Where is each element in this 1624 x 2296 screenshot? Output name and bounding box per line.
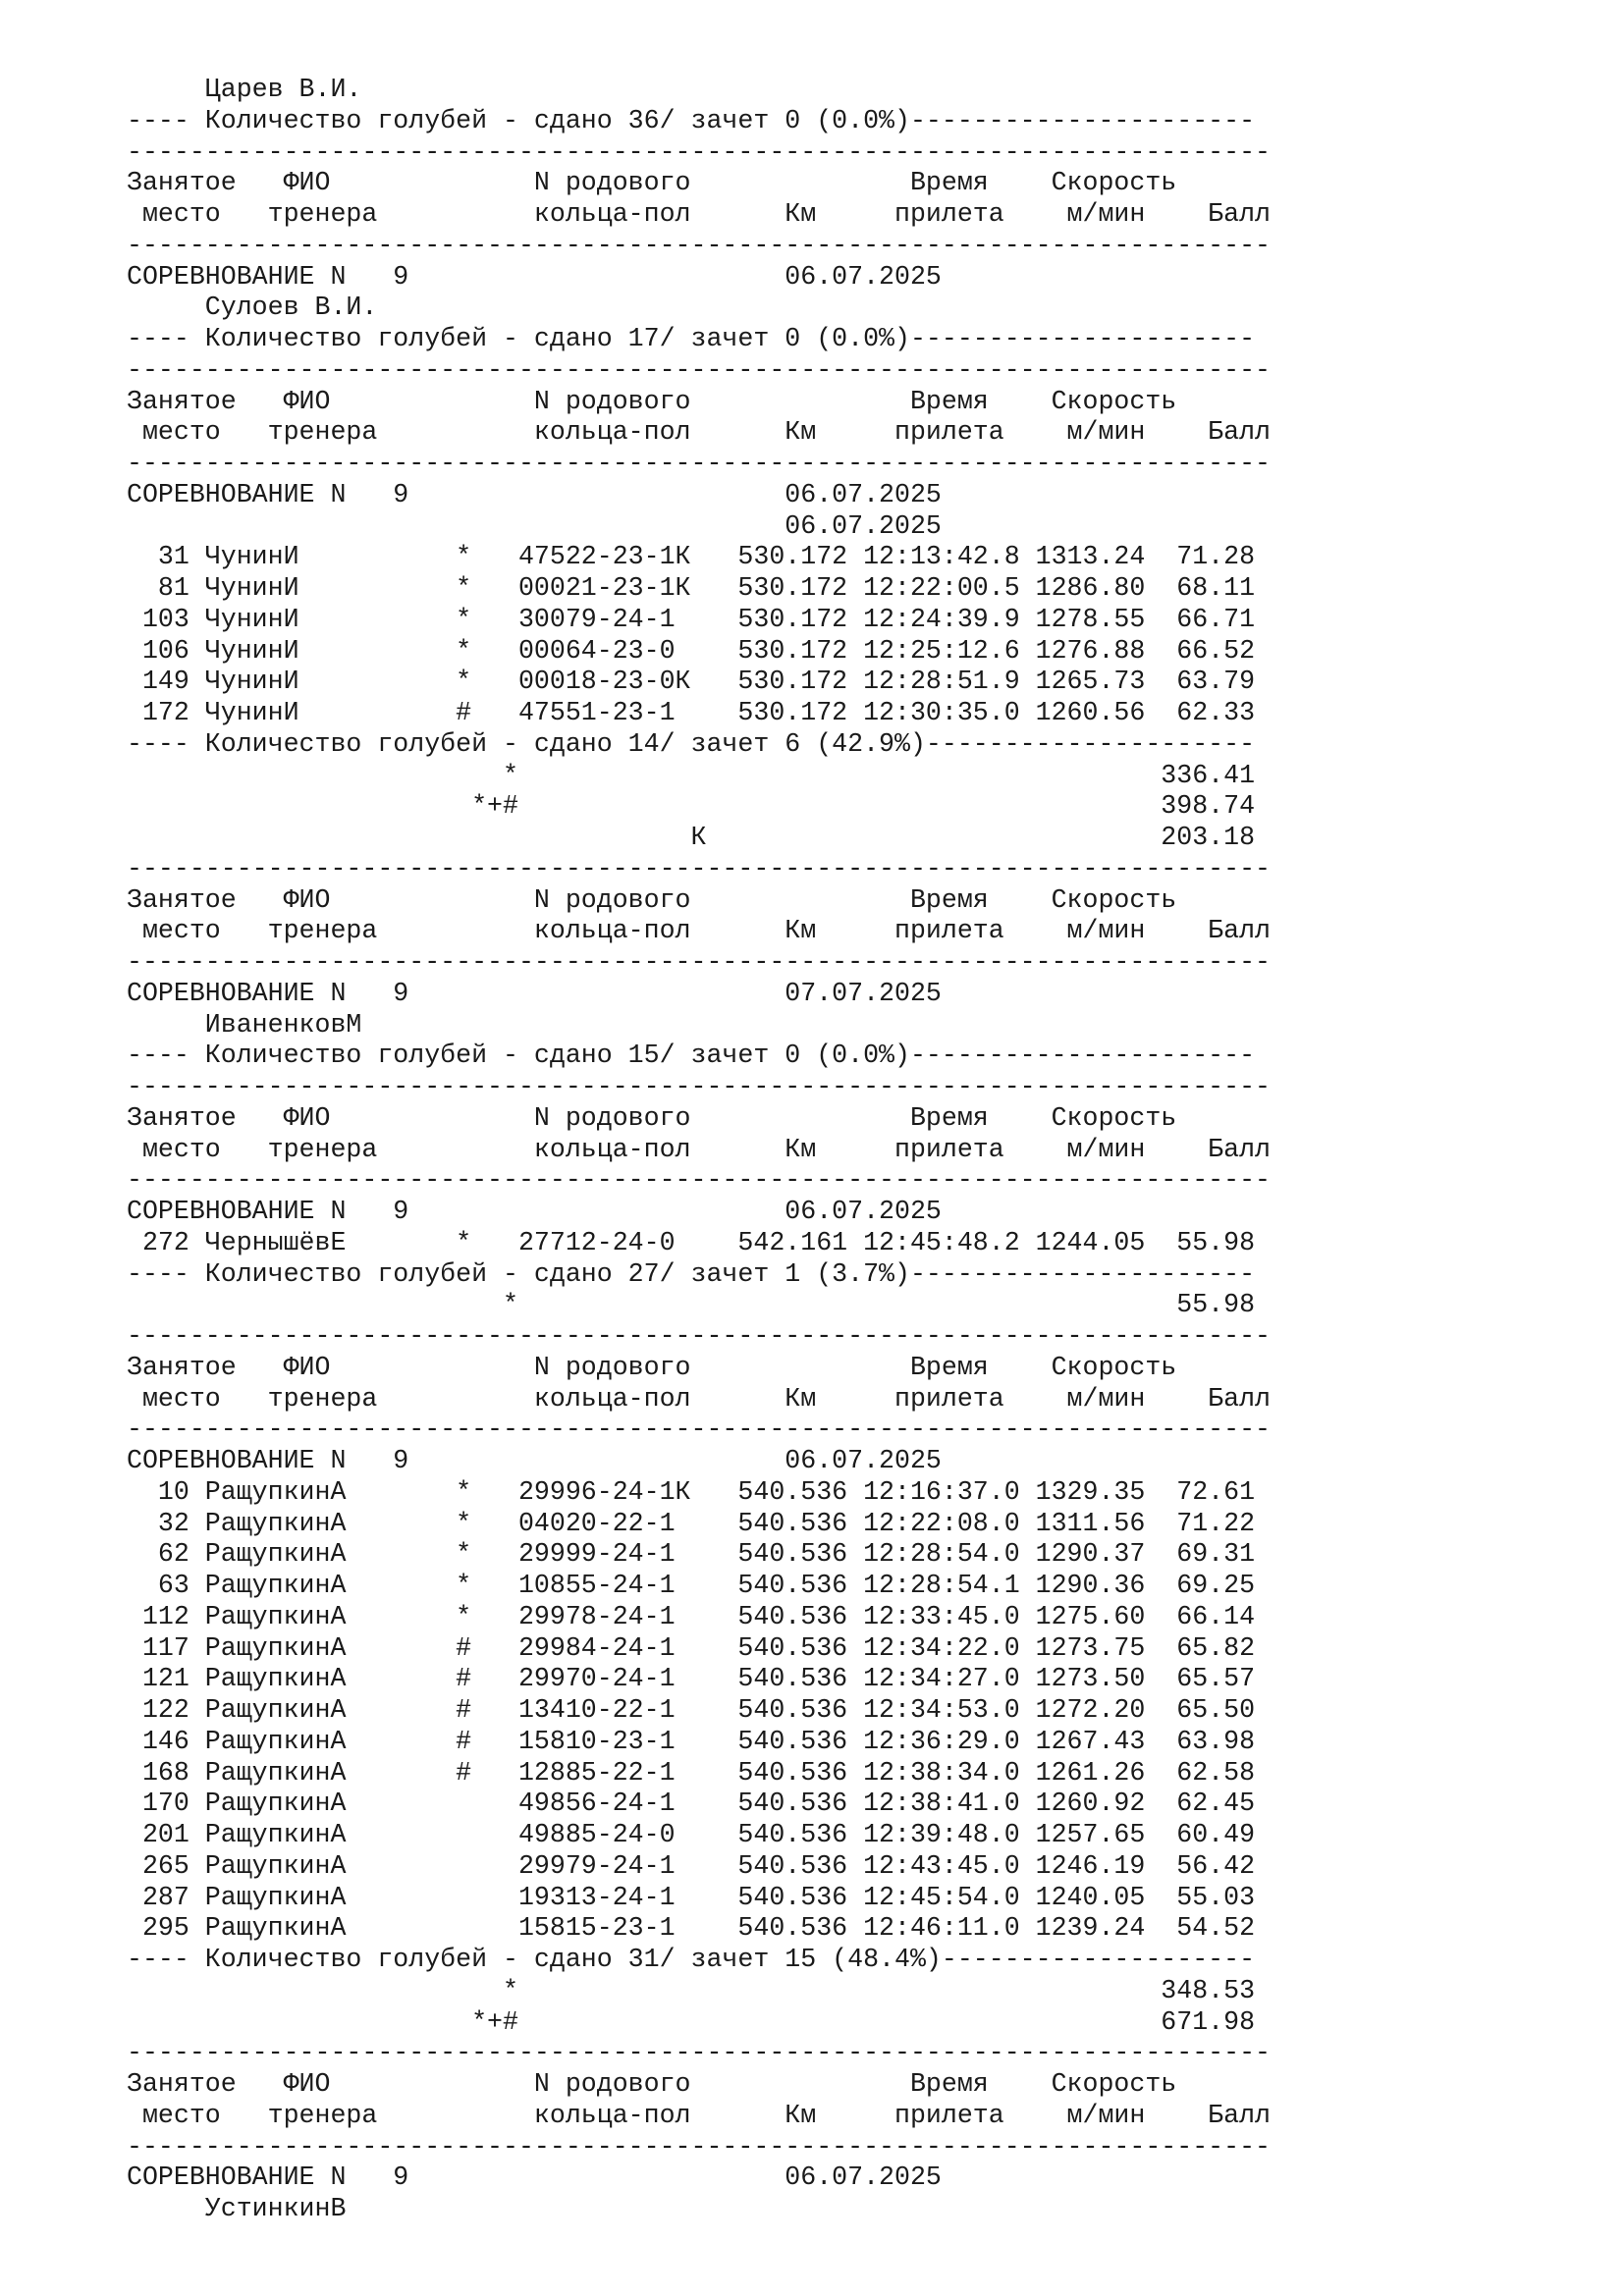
separator-line: ------------------------------------------------------------------------- [127, 1165, 1271, 1196]
pigeon-count-summary: ---- Количество голубей - сдано 31/ зачет 15 (48.4%)-------------------- [127, 1945, 1256, 1974]
column-header: место тренера кольца-пол Км прилета м/мин Балл [127, 2100, 1271, 2130]
result-row: 201 РащупкинА 49885-24-0 540.536 12:39:48.0 1257.65 60.49 [127, 1820, 1256, 1849]
result-row: 121 РащупкинА # 29970-24-1 540.536 12:34:27.0 1273.50 65.57 [127, 1664, 1256, 1694]
result-row: 170 РащупкинА 49856-24-1 540.536 12:38:41.0 1260.92 62.45 [127, 1789, 1256, 1819]
competition-heading: СОРЕВНОВАНИЕ N 9 07.07.2025 [127, 978, 942, 1008]
report-line: К 203.18 [127, 823, 1256, 852]
pigeon-count-summary: ---- Количество голубей - сдано 36/ зачет 0 (0.0%)---------------------- [127, 105, 1256, 135]
pigeon-count-summary: ---- Количество голубей - сдано 27/ зачет 1 (3.7%)---------------------- [127, 1258, 1256, 1289]
separator-line: ------------------------------------------------------------------------- [127, 947, 1271, 977]
result-row: 31 ЧунинИ * 47522-23-1К 530.172 12:13:42.8 1313.24 71.28 [127, 542, 1256, 572]
separator-line: ------------------------------------------------------------------------- [127, 1072, 1271, 1101]
pigeon-count-summary: ---- Количество голубей - сдано 15/ зачет 0 (0.0%)---------------------- [127, 1041, 1256, 1071]
separator-line: ------------------------------------------------------------------------- [127, 1321, 1271, 1351]
report-line: Царев В.И. [127, 75, 362, 104]
result-row: 32 РащупкинА * 04020-22-1 540.536 12:22:08.0 1311.56 71.22 [127, 1508, 1256, 1538]
report-line: 06.07.2025 [127, 510, 942, 541]
result-row: 62 РащупкинА * 29999-24-1 540.536 12:28:54.0 1290.37 69.31 [127, 1539, 1256, 1570]
competition-heading: СОРЕВНОВАНИЕ N 9 06.07.2025 [127, 479, 942, 509]
separator-line: ------------------------------------------------------------------------- [127, 354, 1271, 385]
report-line: * 55.98 [127, 1290, 1256, 1320]
result-row: 117 РащупкинА # 29984-24-1 540.536 12:34:22.0 1273.75 65.82 [127, 1632, 1256, 1663]
report-line: ИваненковМ [127, 1009, 362, 1040]
separator-line: ------------------------------------------------------------------------- [127, 853, 1271, 883]
report-line: *+# 398.74 [127, 791, 1256, 822]
report-line: * 336.41 [127, 760, 1256, 790]
column-header: Занятое ФИО N родового Время Скорость [127, 1102, 1177, 1133]
result-row: 10 РащупкинА * 29996-24-1К 540.536 12:16:37.0 1329.35 72.61 [127, 1476, 1256, 1507]
result-row: 81 ЧунинИ * 00021-23-1К 530.172 12:22:00.5 1286.80 68.11 [127, 573, 1256, 603]
column-header: место тренера кольца-пол Км прилета м/мин Балл [127, 1383, 1271, 1414]
column-header: место тренера кольца-пол Км прилета м/мин Балл [127, 1134, 1271, 1164]
column-header: Занятое ФИО N родового Время Скорость [127, 884, 1177, 915]
separator-line: ------------------------------------------------------------------------- [127, 2038, 1271, 2068]
column-header: Занятое ФИО N родового Время Скорость [127, 168, 1177, 198]
result-row: 122 РащупкинА # 13410-22-1 540.536 12:34:53.0 1272.20 65.50 [127, 1695, 1256, 1725]
report-sheet [127, 75, 1599, 2225]
result-row: 168 РащупкинА # 12885-22-1 540.536 12:38:34.0 1261.26 62.58 [127, 1757, 1256, 1788]
result-row: 265 РащупкинА 29979-24-1 540.536 12:43:45.0 1246.19 56.42 [127, 1850, 1256, 1881]
result-row: 112 РащупкинА * 29978-24-1 540.536 12:33:45.0 1275.60 66.14 [127, 1601, 1256, 1631]
result-row: 287 РащупкинА 19313-24-1 540.536 12:45:54.0 1240.05 55.03 [127, 1882, 1256, 1912]
result-row: 172 ЧунинИ # 47551-23-1 530.172 12:30:35.0 1260.56 62.33 [127, 698, 1256, 727]
competition-heading: СОРЕВНОВАНИЕ N 9 06.07.2025 [127, 1197, 942, 1226]
report-line: *+# 671.98 [127, 2006, 1256, 2037]
result-row: 106 ЧунинИ * 00064-23-0 530.172 12:25:12.6 1276.88 66.52 [127, 635, 1256, 666]
result-row: 103 ЧунинИ * 30079-24-1 530.172 12:24:39.9 1278.55 66.71 [127, 604, 1256, 634]
separator-line: ------------------------------------------------------------------------- [127, 136, 1271, 167]
column-header: Занятое ФИО N родового Время Скорость [127, 2069, 1177, 2099]
report-line: УстинкинВ [127, 2194, 347, 2223]
pigeon-count-summary: ---- Количество голубей - сдано 14/ зачет 6 (42.9%)--------------------- [127, 728, 1256, 759]
competition-heading: СОРЕВНОВАНИЕ N 9 06.07.2025 [127, 1446, 942, 1475]
separator-line: ------------------------------------------------------------------------- [127, 449, 1271, 478]
column-header: место тренера кольца-пол Км прилета м/мин Балл [127, 916, 1271, 946]
separator-line: ------------------------------------------------------------------------- [127, 230, 1271, 260]
separator-line: ------------------------------------------------------------------------- [127, 2131, 1271, 2162]
result-row: 146 РащупкинА # 15810-23-1 540.536 12:36:29.0 1267.43 63.98 [127, 1726, 1256, 1756]
column-header: место тренера кольца-пол Км прилета м/мин Балл [127, 199, 1271, 229]
pigeon-count-summary: ---- Количество голубей - сдано 17/ зачет 0 (0.0%)---------------------- [127, 324, 1256, 353]
column-header: место тренера кольца-пол Км прилета м/мин Балл [127, 417, 1271, 448]
report-line: Сулоев В.И. [127, 293, 378, 323]
result-row: 63 РащупкинА * 10855-24-1 540.536 12:28:54.1 1290.36 69.25 [127, 1571, 1256, 1600]
column-header: Занятое ФИО N родового Время Скорость [127, 1352, 1177, 1382]
result-row: 272 ЧернышёвЕ * 27712-24-0 542.161 12:45:48.2 1244.05 55.98 [127, 1227, 1256, 1257]
column-header: Занятое ФИО N родового Время Скорость [127, 386, 1177, 416]
result-row: 295 РащупкинА 15815-23-1 540.536 12:46:11.0 1239.24 54.52 [127, 1913, 1256, 1944]
competition-heading: СОРЕВНОВАНИЕ N 9 06.07.2025 [127, 261, 942, 292]
competition-heading: СОРЕВНОВАНИЕ N 9 06.07.2025 [127, 2163, 942, 2193]
separator-line: ------------------------------------------------------------------------- [127, 1415, 1271, 1445]
report-line: * 348.53 [127, 1975, 1256, 2005]
result-row: 149 ЧунинИ * 00018-23-0К 530.172 12:28:51.9 1265.73 63.79 [127, 667, 1256, 697]
